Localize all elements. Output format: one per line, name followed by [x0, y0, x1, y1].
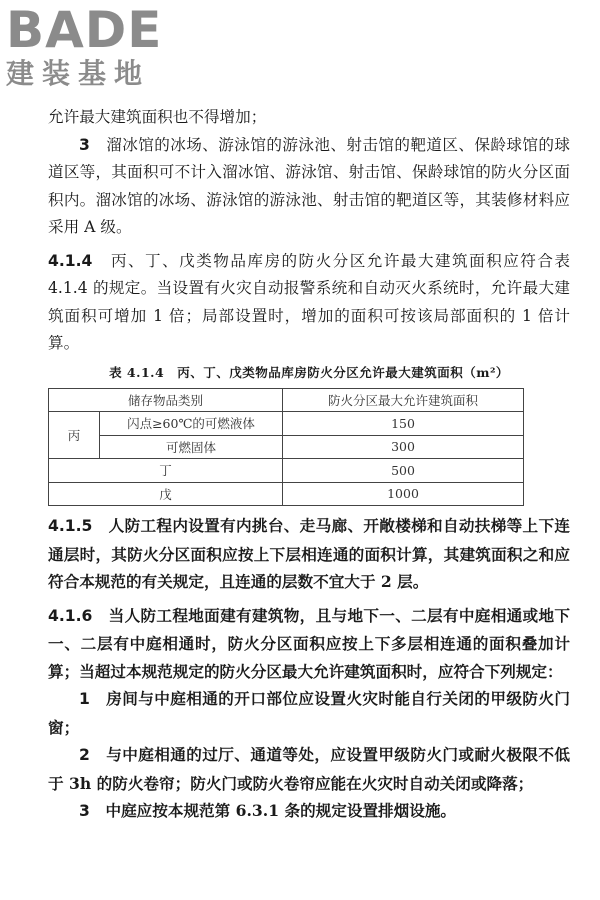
table-caption: 表 4.1.4 丙、丁、戊类物品库房防火分区允许最大建筑面积（m²）: [109, 364, 509, 380]
item-number: 3: [79, 135, 90, 154]
item-number: 1: [79, 690, 90, 708]
header-category: 储存物品类别: [49, 388, 283, 412]
item-text: 溜冰馆的冰场、游泳馆的游泳池、射击馆的靶道区、保龄球馆的球道区等，其面积可不计入溜冰馆、游泳馆、射击馆、保龄球馆的防火分区面积内。溜冰馆的冰场、游泳馆的游泳池、射击馆的靶道区等，其装修材料应采用 A 级。: [48, 135, 570, 236]
item-number: 2: [79, 746, 90, 764]
row-value-cell: 300: [283, 435, 524, 459]
logo-text-cn: 建装基地: [6, 57, 151, 90]
table-row: [49, 459, 524, 483]
section-number: 4.1.5: [48, 517, 93, 535]
section-4-1-5: [48, 512, 570, 596]
section-number: 4.1.6: [48, 606, 93, 625]
list-item: [48, 797, 570, 826]
row-value-cell: 500: [283, 459, 524, 483]
section-text: 当人防工程地面建有建筑物，且与地下一、二层有中庭相通或地下一、二层有中庭相通时，防火分区面积应按上下多层相连通的面积叠加计算；当超过本规范规定的防火分区最大允许建筑面积时，应符合下列规定：: [48, 605, 570, 681]
fire-compartment-table: [48, 388, 524, 507]
row-label-cell: 戊: [49, 482, 283, 506]
item-text: 与中庭相通的过厅、通道等处，应设置甲级防火门或耐火极限不低于 3h 的防火卷帘；防火门或防火卷帘应能在火灾时自动关闭或降落；: [48, 745, 570, 793]
section-4-1-6: [48, 602, 570, 686]
logo-text-en: BADE: [6, 1, 163, 59]
document-body: [48, 104, 570, 826]
section-text: 人防工程内设置有内挑台、走马廊、开敞楼梯和自动扶梯等上下连通层时，其防火分区面积应按上下层相连通的面积计算，其建筑面积之和应符合本规范的有关规定，且连通的层数不宜大于 2 层。: [48, 516, 570, 591]
section-text: 丙、丁、戊类物品库房的防火分区允许最大建筑面积应符合表 4.1.4 的规定。当设置有火灾自动报警系统和自动灭火系统时，允许最大建筑面积可增加 1 倍；局部设置时，增加的面积可按该局部面积的 1 倍计算。: [48, 251, 570, 352]
item-text: 房间与中庭相通的开口部位应设置火灾时能自行关闭的甲级防火门窗；: [48, 689, 570, 737]
table-row: [49, 482, 524, 506]
table-row: [49, 435, 524, 459]
row-value-cell: 150: [283, 412, 524, 436]
group-label-cell: 丙: [49, 412, 100, 459]
list-item: [48, 685, 570, 741]
item-3-paragraph: [48, 132, 570, 242]
row-label-cell: 可燃固体: [100, 435, 283, 459]
list-item: [48, 741, 570, 797]
row-label-cell: 闪点≥60℃的可燃液体: [100, 412, 283, 436]
section-4-1-4: [48, 248, 570, 358]
logo: [6, 1, 206, 90]
item-text: 中庭应按本规范第 6.3.1 条的规定设置排烟设施。: [105, 801, 457, 820]
section-number: 4.1.4: [48, 251, 93, 270]
table-row: [49, 412, 524, 436]
row-label-cell: 丁: [49, 459, 283, 483]
header-area: 防火分区最大允许建筑面积: [283, 388, 524, 412]
row-value-cell: 1000: [283, 482, 524, 506]
item-number: 3: [79, 802, 90, 820]
table-header-row: [49, 388, 524, 412]
continuation-paragraph: 允许最大建筑面积也不得增加；: [48, 108, 267, 126]
